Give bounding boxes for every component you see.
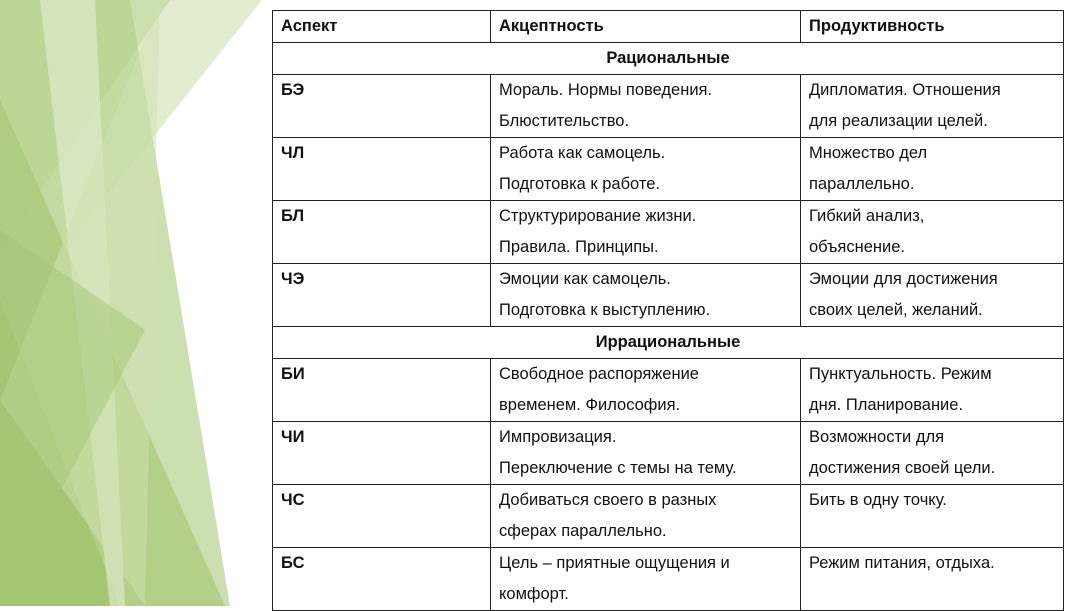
socionics-aspects-table (272, 10, 1064, 611)
table-row (273, 138, 1064, 201)
accept-cell (491, 138, 801, 201)
cell-line: Эмоции как самоцель. (499, 270, 671, 288)
accept-cell (491, 201, 801, 264)
cell-line: Структурирование жизни. (499, 207, 697, 225)
cell-line: Возможности для (809, 428, 945, 446)
table-row (273, 485, 1064, 548)
cell-line: Переключение с темы на тему. (499, 459, 737, 477)
cell-line: временем. Философия. (499, 396, 681, 414)
accept-cell (491, 422, 801, 485)
cell-line: Свободное распоряжение (499, 365, 699, 383)
cell-line: Бить в одну точку. (809, 491, 947, 509)
prod-cell (801, 201, 1064, 264)
accept-cell (491, 75, 801, 138)
cell-line: Эмоции для достижения (809, 270, 998, 288)
aspect-cell: ЧИ (273, 422, 491, 485)
cell-line: Работа как самоцель. (499, 144, 666, 162)
accept-cell (491, 359, 801, 422)
header-aspect: Аспект (273, 11, 491, 43)
cell-line: Импровизация. (499, 428, 617, 446)
cell-line: Мораль. Нормы поведения. (499, 81, 713, 99)
header-accept: Акцептность (491, 11, 801, 43)
table-row (273, 75, 1064, 138)
header-prod: Продуктивность (801, 11, 1064, 43)
accept-cell (491, 548, 801, 611)
table-row (273, 201, 1064, 264)
cell-line: Добиваться своего в разных (499, 491, 717, 509)
aspect-cell: ЧС (273, 485, 491, 548)
group-title: Рациональные (273, 43, 1064, 75)
prod-cell (801, 422, 1064, 485)
group-row (273, 43, 1064, 75)
prod-cell (801, 485, 1064, 548)
table-row (273, 548, 1064, 611)
table-row (273, 422, 1064, 485)
prod-cell (801, 75, 1064, 138)
cell-line: Блюстительство. (499, 112, 630, 130)
table-row (273, 359, 1064, 422)
cell-line: Режим питания, отдыха. (809, 554, 995, 572)
cell-line: Цель – приятные ощущения и (499, 554, 730, 572)
cell-line: Правила. Принципы. (499, 238, 659, 256)
prod-cell (801, 359, 1064, 422)
cell-line: параллельно. (809, 175, 915, 193)
accept-cell (491, 485, 801, 548)
cell-line: объяснение. (809, 238, 905, 256)
prod-cell (801, 548, 1064, 611)
cell-line: комфорт. (499, 585, 569, 603)
group-title: Иррациональные (273, 327, 1064, 359)
header-row (273, 11, 1064, 43)
cell-line: для реализации целей. (809, 112, 988, 130)
aspect-cell: БИ (273, 359, 491, 422)
cell-line: Гибкий анализ, (809, 207, 925, 225)
cell-line: сферах параллельно. (499, 522, 667, 540)
prod-cell (801, 264, 1064, 327)
cell-line: Пунктуальность. Режим (809, 365, 992, 383)
aspect-cell: БС (273, 548, 491, 611)
cell-line: достижения своей цели. (809, 459, 996, 477)
cell-line: Дипломатия. Отношения (809, 81, 1001, 99)
aspect-cell: БЛ (273, 201, 491, 264)
cell-line: своих целей, желаний. (809, 301, 983, 319)
prod-cell (801, 138, 1064, 201)
cell-line: Подготовка к выступлению. (499, 301, 711, 319)
accept-cell (491, 264, 801, 327)
group-row (273, 327, 1064, 359)
aspect-cell: ЧЭ (273, 264, 491, 327)
cell-line: Множество дел (809, 144, 928, 162)
aspect-cell: ЧЛ (273, 138, 491, 201)
cell-line: Подготовка к работе. (499, 175, 660, 193)
aspect-cell: БЭ (273, 75, 491, 138)
cell-line: дня. Планирование. (809, 396, 964, 414)
table-row (273, 264, 1064, 327)
